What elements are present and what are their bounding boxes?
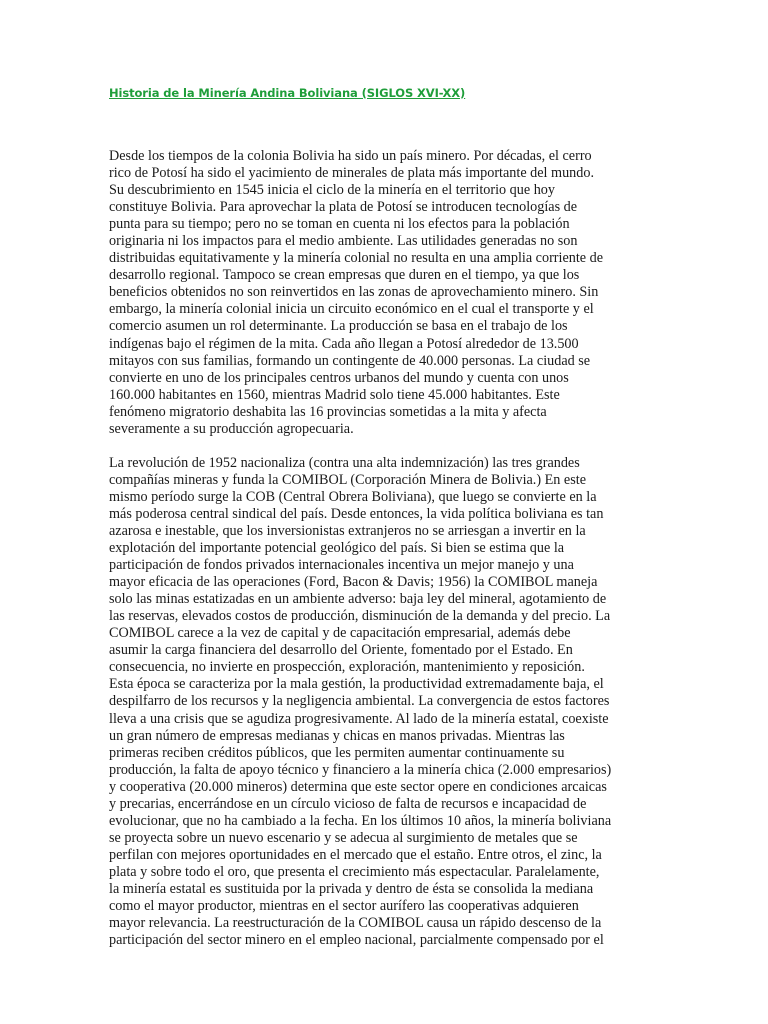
paragraph-line: mayor eficacia de las operaciones (Ford, Bacon & Davis; 1956) la COMIBOL maneja [109,574,598,591]
paragraph-line: beneficios obtenidos no son reinvertidos en las zonas de aprovechamiento minero. Sin [109,284,599,301]
paragraph-line: como el mayor productor, mientras en el sector aurífero las cooperativas adquieren [109,898,579,915]
document-body [109,148,661,966]
paragraph-revolution-1952 [109,455,661,949]
paragraph-line: perfilan con mejores oportunidades en el mercado que el estaño. Entre otros, el zinc, la [109,846,602,863]
paragraph-line: y precarias, encerrándose en un círculo vicioso de falta de recursos e incapacidad de [109,795,587,812]
paragraph-line: comercio asumen un rol determinante. La producción se basa en el trabajo de los [109,318,568,335]
paragraph-line: distribuidas equitativamente y la minería colonial no resulta en una amplia corriente de [109,250,604,267]
paragraph-line: Su descubrimiento en 1545 inicia el ciclo de la minería en el territorio que hoy [109,182,555,199]
paragraph-line: participación de fondos privados internacionales incentiva un mejor manejo y una [109,557,574,574]
paragraph-line: mismo período surge la COB (Central Obrera Boliviana), que luego se convierte en la [109,488,597,505]
paragraph-line: compañías mineras y funda la COMIBOL (Corporación Minera de Bolivia.) En este [109,471,586,488]
paragraph-line: la minería estatal es sustituida por la privada y dentro de ésta se consolida la mediana [109,880,594,897]
paragraph-line: mitayos con sus familias, formando un contingente de 40.000 personas. La ciudad se [109,352,591,369]
document-title: Historia de la Minería Andina Boliviana (SIGLOS XVI-XX) [109,86,466,100]
paragraph-line: despilfarro de los recursos y la negligencia ambiental. La convergencia de estos factores [109,693,610,710]
paragraph-line: indígenas bajo el régimen de la mita. Cada año llegan a Potosí alrededor de 13.500 [109,335,579,352]
paragraph-line: fenómeno migratorio deshabita las 16 provincias sometidas a la mita y afecta [109,403,547,420]
paragraph-line: originaria ni los impactos para el medio ambiente. Las utilidades generadas no son [109,233,578,250]
paragraph-line: las reservas, elevados costos de producción, disminución de la demanda y del precio. La [109,608,611,625]
paragraph-colonial-mining [109,148,661,438]
paragraph-line: severamente a su producción agropecuaria. [109,420,354,437]
paragraph-line: se proyecta sobre un nuevo escenario y se adecua al surgimiento de metales que se [109,829,578,846]
paragraph-line: evolucionar, que no ha cambiado a la fecha. En los últimos 10 años, la minería boliviana [109,812,612,829]
paragraph-line: constituye Bolivia. Para aprovechar la plata de Potosí se introducen tecnologías de [109,199,578,216]
paragraph-line: azarosa e inestable, que los inversionistas extranjeros no se arriesgan a invertir en la [109,522,586,539]
paragraph-line: rico de Potosí ha sido el yacimiento de minerales de plata más importante del mundo. [109,165,595,182]
paragraph-line: asumir la carga financiera del desarrollo del Oriente, fomentado por el Estado. En [109,642,573,659]
paragraph-line: desarrollo regional. Tampoco se crean empresas que duren en el tiempo, ya que los [109,267,580,284]
paragraph-line: solo las minas estatizadas en un ambiente adverso: baja ley del mineral, agotamiento de [109,591,607,608]
paragraph-line: convierte en uno de los principales centros urbanos del mundo y cuenta con unos [109,369,569,386]
paragraph-line: lleva a una crisis que se agudiza progresivamente. Al lado de la minería estatal, coexiste [109,710,609,727]
paragraph-line: COMIBOL carece a la vez de capital y de capacitación empresarial, además debe [109,625,571,642]
paragraph-line: plata y sobre todo el oro, que presenta el crecimiento más espectacular. Paralelamente, [109,863,600,880]
paragraph-line: embargo, la minería colonial inicia un circuito económico en el cual el transporte y el [109,301,594,318]
paragraph-line: más poderosa central sindical del país. Desde entonces, la vida política boliviana es tan [109,505,604,522]
paragraph-line: un gran número de empresas medianas y chicas en manos privadas. Mientras las [109,727,565,744]
paragraph-line: explotación del importante potencial geológico del país. Si bien se estima que la [109,540,565,557]
paragraph-line: punta para su tiempo; pero no se toman en cuenta ni los efectos para la población [109,216,570,233]
paragraph-line: mayor relevancia. La reestructuración de la COMIBOL causa un rápido descenso de la [109,915,602,932]
paragraph-line: 160.000 habitantes en 1560, mientras Madrid solo tiene 45.000 habitantes. Este [109,386,560,403]
paragraph-line: primeras reciben créditos públicos, que les permiten aumentar continuamente su [109,744,565,761]
paragraph-line: participación del sector minero en el empleo nacional, parcialmente compensado por el [109,932,604,949]
paragraph-line: producción, la falta de apoyo técnico y financiero a la minería chica (2.000 empresarios) [109,761,612,778]
paragraph-line: Desde los tiempos de la colonia Bolivia ha sido un país minero. Por décadas, el cerro [109,148,592,164]
paragraph-line: La revolución de 1952 nacionaliza (contra una alta indemnización) las tres grandes [109,454,580,471]
paragraph-line: consecuencia, no invierte en prospección, exploración, mantenimiento y reposición. [109,659,585,676]
paragraph-line: y cooperativa (20.000 mineros) determina que este sector opere en condiciones arcaicas [109,778,607,795]
paragraph-line: Esta época se caracteriza por la mala gestión, la productividad extremadamente baja, el [109,676,604,693]
